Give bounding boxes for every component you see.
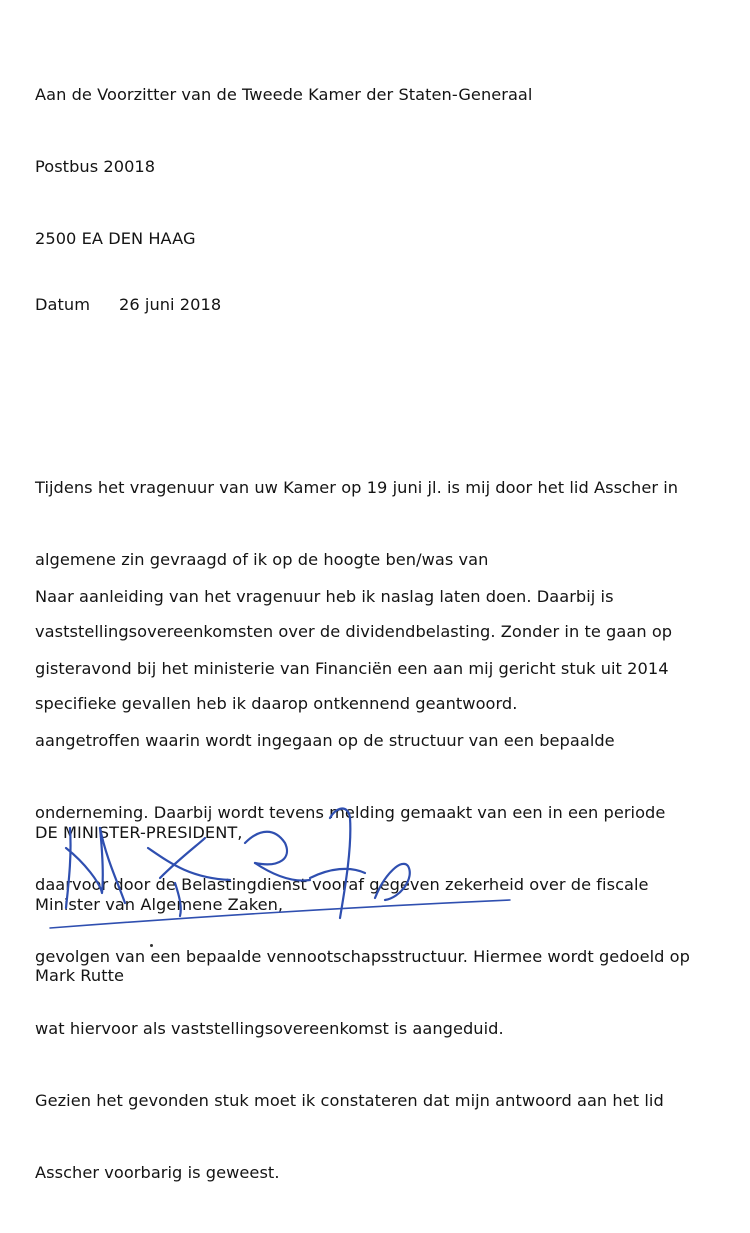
closing-title: DE MINISTER-PRESIDENT, <box>35 823 243 842</box>
paragraph-2-line: Naar aanleiding van het vragenuur heb ik naslag laten doen. Daarbij is <box>35 587 614 606</box>
paragraph-2-line: Asscher voorbarig is geweest. <box>35 1163 280 1182</box>
paragraph-2-line: Gezien het gevonden stuk moet ik constateren dat mijn antwoord aan het lid <box>35 1091 664 1110</box>
recipient-address <box>35 35 532 299</box>
address-line-2: Postbus 20018 <box>35 157 156 176</box>
paragraph-2-line: aangetroffen waarin wordt ingegaan op de structuur van een bepaalde <box>35 731 615 750</box>
paragraph-1-line: Tijdens het vragenuur van uw Kamer op 19 juni jl. is mij door het lid Asscher in <box>35 478 679 497</box>
stray-mark <box>150 944 153 947</box>
date-label: Datum <box>35 295 91 314</box>
paragraph-2-line: gevolgen van een bepaalde vennootschapsstructuur. Hiermee wordt gedoeld op <box>35 947 690 966</box>
address-line-3: 2500 EA DEN HAAG <box>35 229 196 248</box>
date-value: 26 juni 2018 <box>119 295 222 314</box>
paragraph-2-line: daarvoor door de Belastingdienst vooraf gegeven zekerheid over de fiscale <box>35 875 649 894</box>
paragraph-2-line: wat hiervoor als vaststellingsovereenkomst is aangeduid. <box>35 1019 504 1038</box>
paragraph-1-line: vaststellingsovereenkomsten over de dividendbelasting. Zonder in te gaan op <box>35 622 673 641</box>
closing-subtitle: Minister van Algemene Zaken, <box>35 895 284 914</box>
paragraph-1-line: specifieke gevallen heb ik daarop ontkennend geantwoord. <box>35 694 518 713</box>
paragraph-2-line: onderneming. Daarbij wordt tevens melding gemaakt van een in een periode <box>35 803 666 822</box>
date-line <box>35 293 221 317</box>
paragraph-1-line: algemene zin gevraagd of ik op de hoogte ben/was van <box>35 550 489 569</box>
signer-name: Mark Rutte <box>35 966 124 985</box>
paragraph-2-line: gisteravond bij het ministerie van Financiën een aan mij gericht stuk uit 2014 <box>35 659 669 678</box>
signer-block <box>35 916 124 1036</box>
address-line-1: Aan de Voorzitter van de Tweede Kamer der Staten-Generaal <box>35 85 533 104</box>
